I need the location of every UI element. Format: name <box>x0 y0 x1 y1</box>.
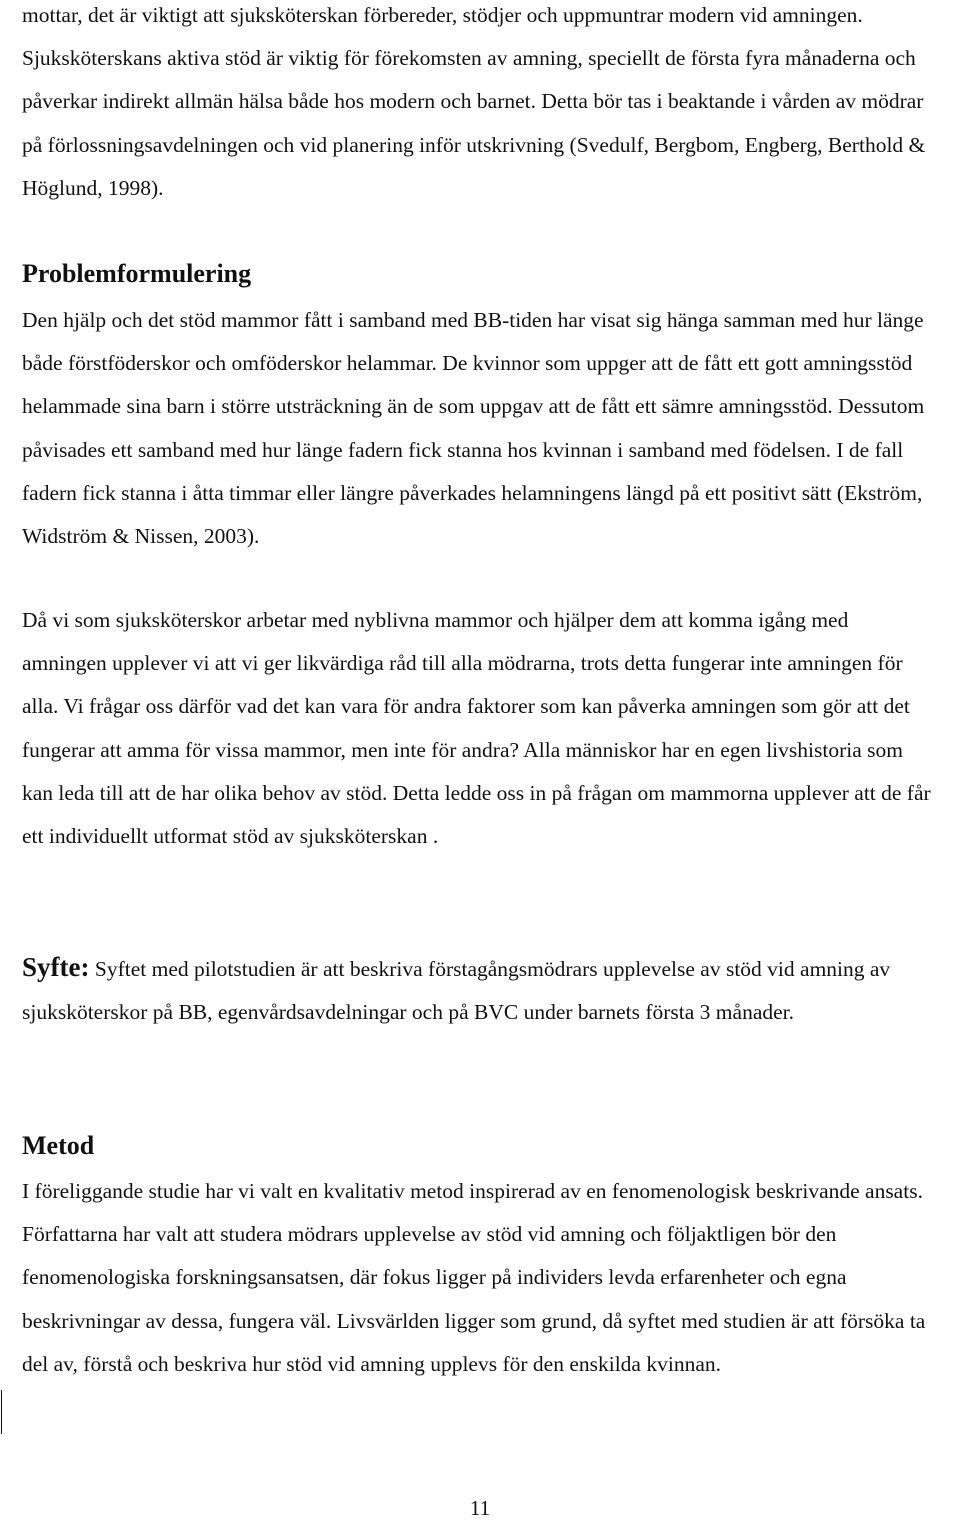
section-heading-problem: Problemformulering <box>22 259 252 288</box>
intro-paragraph: mottar, det är viktigt att sjuksköterskan förbereder, stödjer och uppmuntrar modern vid amningen. Sjuksköterskans aktiva stöd är viktig för förekomsten av amning, speciellt de första fyra månaderna och påverkar indirekt allmän hälsa både hos modern och barnet. Detta bör tas i beaktande i vården av mödrar på förlossningsavdelningen och vid planering inför utskrivning (Svedulf, Bergbom, Engberg, Berthold & Höglund, 1998). <box>22 3 926 200</box>
metod-paragraph: I föreliggande studie har vi valt en kvalitativ metod inspirerad av en fenomenologisk beskrivande ansats. Författarna har valt att studera mödrars upplevelse av stöd vid amning och följaktligen bör den fenomenologiska forskningsansatsen, där fokus ligger på individers levda erfarenheter och egna beskrivningar av dessa, fungera väl. Livsvärlden ligger som grund, då syftet med studien är att försöka ta del av, förstå och beskriva hur stöd vid amning upplevs för den enskilda kvinnan. <box>22 1179 926 1376</box>
syfte-text: Syftet med pilotstudien är att beskriva förstagångsmödrars upplevelse av stöd vid amning av sjuksköterskor på BB, egenvårdsavdelningar och på BVC under barnets första 3 månader. <box>22 957 891 1025</box>
section-heading-metod: Metod <box>22 1131 95 1160</box>
syfte-label: Syfte: <box>22 952 90 982</box>
problem-paragraph-1: Den hjälp och det stöd mammor fått i samband med BB-tiden har visat sig hänga samman med hur länge både förstföderskor och omföderskor helammar. De kvinnor som uppger att de fått ett gott amningsstöd helammade sina barn i större utsträckning än de som uppgav att de fått ett sämre amningsstöd. Dessutom påvisades ett samband med hur länge fadern fick stanna hos kvinnan i samband med födelsen. I de fall fadern fick stanna i åtta timmar eller längre påverkades helamningens längd på ett positivt sätt (Ekström, Widström & Nissen, 2003). <box>22 308 925 549</box>
problem-paragraph-2: Då vi som sjuksköterskor arbetar med nyblivna mammor och hjälper dem att komma igång med amningen upplever vi att vi ger likvärdiga råd till alla mödrarna, trots detta fungerar inte amningen för alla. Vi frågar oss därför vad det kan vara för andra faktorer som kan påverka amningen som gör att det fungerar att amma för vissa mammor, men inte för andra? Alla människor har en egen livshistoria som kan leda till att de har olika behov av stöd. Detta ledde oss in på frågan om mammorna upplever att de får ett individuellt utformat stöd av sjuksköterskan . <box>22 608 931 849</box>
revision-change-bar <box>1 1390 2 1434</box>
page-number: 11 <box>469 1496 491 1520</box>
syfte-paragraph <box>22 946 936 1034</box>
